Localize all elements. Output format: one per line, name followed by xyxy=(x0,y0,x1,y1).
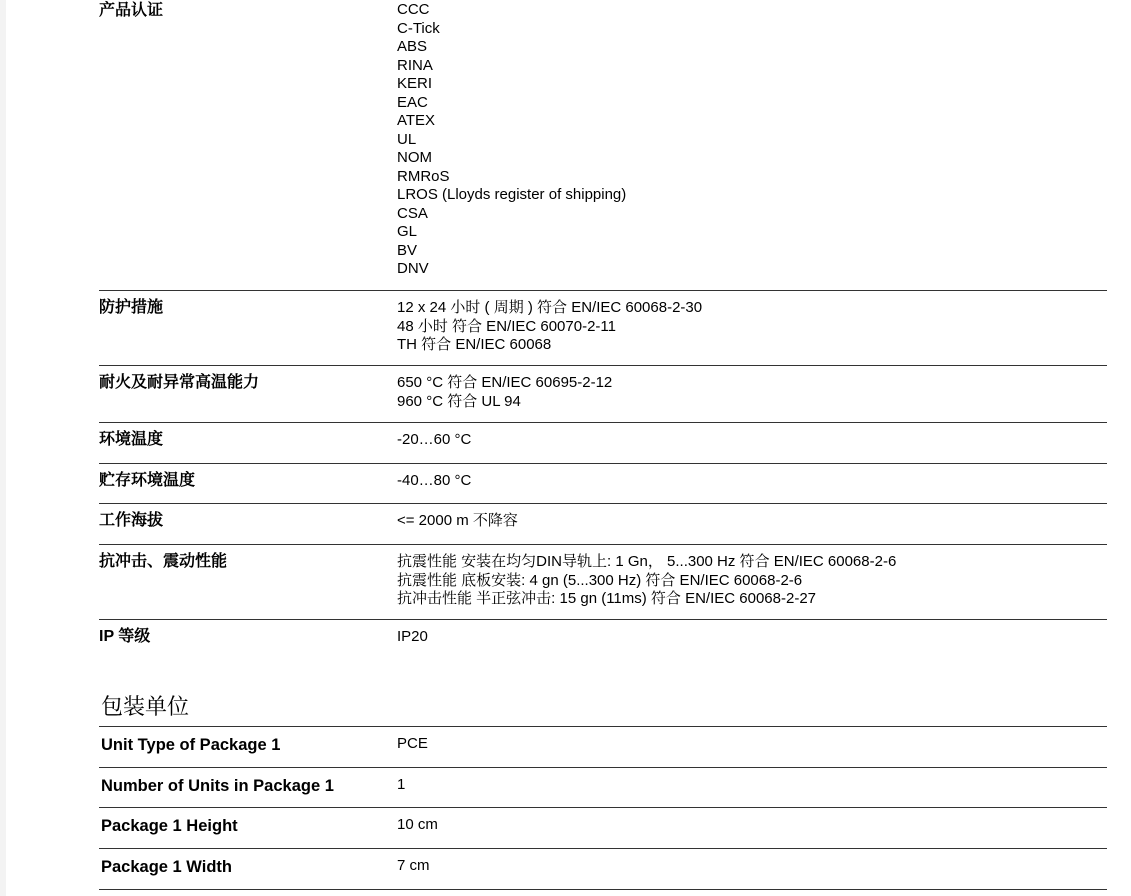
packaging-row xyxy=(99,808,1107,849)
spec-value: CSA xyxy=(397,204,428,222)
spec-table xyxy=(99,0,1107,660)
spec-label: 产品认证 xyxy=(99,2,164,19)
spec-value: LROS (Lloyds register of shipping) xyxy=(397,186,627,203)
spec-value: BV xyxy=(397,241,418,259)
spec-value: 抗震性能 底板安装: 4 gn (5...300 Hz) 符合 EN/IEC 60068-2-6 xyxy=(397,571,803,589)
spec-value: 48 小时 符合 EN/IEC 60070-2-11 xyxy=(397,317,616,335)
spec-label: 环境温度 xyxy=(99,431,164,448)
spec-row-shock-vibration xyxy=(99,545,1107,620)
spec-row-altitude xyxy=(99,504,1107,545)
spec-value: C-Tick xyxy=(397,19,440,37)
spec-label: 防护措施 xyxy=(99,299,164,316)
spec-value: KERI xyxy=(397,75,433,92)
spec-value: RINA xyxy=(397,56,433,74)
spec-values xyxy=(397,366,1107,422)
spec-value: NOM xyxy=(397,149,432,166)
spec-value: 650 °C 符合 EN/IEC 60695-2-12 xyxy=(397,374,613,391)
packaging-row xyxy=(99,849,1107,890)
spec-label: 工作海拔 xyxy=(99,512,164,529)
spec-value: 抗震性能 安装在均匀DIN导轨上: 1 Gn， 5...300 Hz 符合 EN/IEC 60068-2-6 xyxy=(397,553,897,570)
spec-value: ATEX xyxy=(397,112,436,129)
spec-row-storage-temperature xyxy=(99,464,1107,504)
packaging-row xyxy=(99,768,1107,809)
spec-value: ABS xyxy=(397,38,428,55)
spec-values xyxy=(397,0,1107,290)
spec-value: IP20 xyxy=(397,628,428,645)
packaging-value: 10 cm xyxy=(397,816,438,834)
spec-value: -40…80 °C xyxy=(397,472,472,489)
section-title-packaging: 包装单位 xyxy=(101,695,190,720)
spec-row-ambient-temperature xyxy=(99,423,1107,464)
packaging-label: Package 1 Height xyxy=(101,817,238,836)
spec-value: UL xyxy=(397,130,417,148)
spec-label: 贮存环境温度 xyxy=(99,472,196,489)
spec-value: 12 x 24 小时 ( 周期 ) 符合 EN/IEC 60068-2-30 xyxy=(397,299,703,316)
spec-values xyxy=(397,291,1107,365)
spec-value: TH 符合 EN/IEC 60068 xyxy=(397,336,552,353)
spec-row-certifications xyxy=(99,0,1107,291)
packaging-label: Number of Units in Package 1 xyxy=(101,776,334,795)
spec-values xyxy=(397,423,1107,463)
spec-value: EAC xyxy=(397,93,428,111)
spec-value: CCC xyxy=(397,1,430,18)
packaging-label: Unit Type of Package 1 xyxy=(101,736,281,754)
spec-value: GL xyxy=(397,223,418,240)
spec-label: IP 等级 xyxy=(99,628,151,645)
spec-values xyxy=(397,504,1107,544)
spec-value: -20…60 °C xyxy=(397,431,472,448)
spec-values xyxy=(397,620,1107,660)
spec-value: 960 °C 符合 UL 94 xyxy=(397,392,521,410)
spec-value: 抗冲击性能 半正弦冲击: 15 gn (11ms) 符合 EN/IEC 60068-2-27 xyxy=(397,590,817,607)
packaging-row xyxy=(99,727,1107,768)
spec-row-protection xyxy=(99,291,1107,366)
spec-row-fire-resistance xyxy=(99,366,1107,423)
spec-label: 耐火及耐异常高温能力 xyxy=(99,374,260,391)
packaging-value: 1 xyxy=(397,775,406,793)
spec-row-ip-rating xyxy=(99,620,1107,660)
spec-values xyxy=(397,545,1107,619)
spec-value: <= 2000 m 不降容 xyxy=(397,512,518,529)
page-edge-shadow xyxy=(0,0,6,896)
packaging-table xyxy=(99,727,1107,890)
spec-values xyxy=(397,464,1107,503)
spec-value: RMRoS xyxy=(397,167,450,185)
spec-label: 抗冲击、震动性能 xyxy=(99,553,228,570)
packaging-value: 7 cm xyxy=(397,857,430,875)
spec-value: DNV xyxy=(397,260,429,277)
packaging-label: Package 1 Width xyxy=(101,858,232,877)
packaging-value: PCE xyxy=(397,735,428,752)
